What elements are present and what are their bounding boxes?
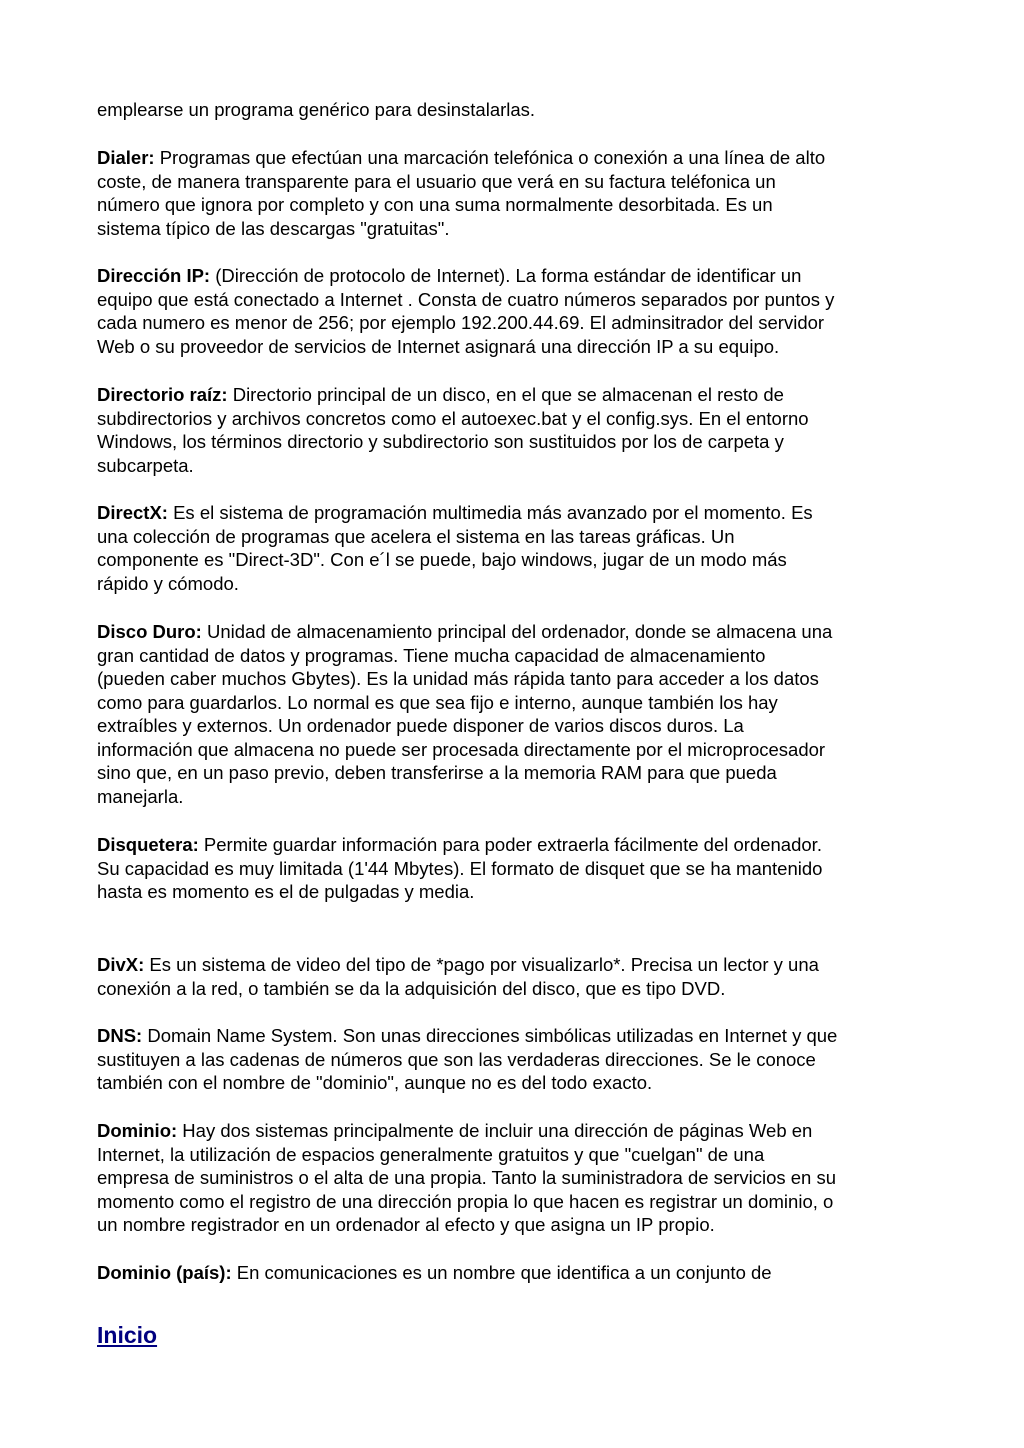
glossary-term: Dirección IP: <box>97 265 211 286</box>
glossary-term: Dialer: <box>97 147 155 168</box>
glossary-entry-directx <box>97 501 937 595</box>
glossary-definition: Hay dos sistemas principalmente de incluir una dirección de páginas Web en Internet, la utilización de espacios generalmente gratuitos y que "cuelgan" de una empresa de suministros o el alta de una propia. Tanto la suministradora de servicios en su momento como el registro de una dirección propia lo que hacen es registrar un dominio, o un nombre registrador en un ordenador al efecto y que asigna un IP propio. <box>97 1120 837 1235</box>
intro-paragraph: emplearse un programa genérico para desinstalarlas. <box>97 99 536 120</box>
glossary-definition: Permite guardar información para poder extraerla fácilmente del ordenador. Su capacidad es muy limitada (1'44 Mbytes). El formato de disquet que se ha mantenido hasta es momento es el de pulgadas y media. <box>97 834 823 902</box>
glossary-definition: Es el sistema de programación multimedia más avanzado por el momento. Es una colección de programas que acelera el sistema en las tareas gráficas. Un componente es "Direct-3D". Con e´l se puede, bajo windows, jugar de un modo más rápido y cómodo. <box>97 502 813 594</box>
glossary-term: DirectX: <box>97 502 168 523</box>
glossary-definition: Es un sistema de video del tipo de *pago por visualizarlo*. Precisa un lector y una conexión a la red, o también se da la adquisición del disco, que es tipo DVD. <box>97 954 819 999</box>
glossary-definition: Directorio principal de un disco, en el que se almacenan el resto de subdirectorios y archivos concretos como el autoexec.bat y el config.sys. En el entorno Windows, los términos directorio y subdirectorio son sustituidos por los de carpeta y subcarpeta. <box>97 384 809 476</box>
glossary-definition: (Dirección de protocolo de Internet). La forma estándar de identificar un equipo que está conectado a Internet . Consta de cuatro números separados por puntos y cada numero es menor de 256; por ejemplo 192.200.44.69. El adminsitrador del servidor Web o su proveedor de servicios de Internet asignará una dirección IP a su equipo. <box>97 265 835 357</box>
glossary-entry-dominio-pais <box>97 1261 937 1285</box>
glossary-entry-divx <box>97 953 937 1000</box>
glossary-entry-dialer <box>97 146 937 240</box>
glossary-definition: Unidad de almacenamiento principal del ordenador, donde se almacena una gran cantidad de datos y programas. Tiene mucha capacidad de almacenamiento (pueden caber muchos Gbytes). Es la unidad más rápida tanto para acceder a los datos como para guardarlos. Lo normal es que sea fijo e interno, aunque también los hay extraíbles y externos. Un ordenador puede disponer de varios discos duros. La información que almacena no puede ser procesada directamente por el microprocesador sino que, en un paso previo, deben transferirse a la memoria RAM para que pueda manejarla. <box>97 621 833 807</box>
glossary-term: Disco Duro: <box>97 621 202 642</box>
glossary-entry-dns <box>97 1024 937 1095</box>
glossary-entry-direccion-ip <box>97 264 937 358</box>
glossary-entry-disquetera <box>97 833 937 904</box>
glossary-definition: Domain Name System. Son unas direcciones simbólicas utilizadas en Internet y que sustituyen a las cadenas de números que son las verdaderas direcciones. Se le conoce también con el nombre de "dominio", aunque no es del todo exacto. <box>97 1025 838 1093</box>
glossary-definition: En comunicaciones es un nombre que identifica a un conjunto de <box>231 1262 772 1283</box>
glossary-entry-disco-duro <box>97 620 937 808</box>
glossary-term: Dominio: <box>97 1120 178 1141</box>
glossary-term: DivX: <box>97 954 145 975</box>
glossary-term: Dominio (país): <box>97 1262 232 1283</box>
glossary-entry-dominio <box>97 1119 937 1237</box>
glossary-term: Directorio raíz: <box>97 384 228 405</box>
glossary-definition: Programas que efectúan una marcación telefónica o conexión a una línea de alto coste, de manera transparente para el usuario que verá en su factura teléfonica un número que ignora por completo y con una suma normalmente desorbitada. Es un sistema típico de las descargas "gratuitas". <box>97 147 826 239</box>
home-link[interactable]: Inicio <box>97 1322 158 1348</box>
glossary-term: Disquetera: <box>97 834 199 855</box>
glossary-term: DNS: <box>97 1025 143 1046</box>
glossary-entry-directorio-raiz <box>97 383 937 477</box>
